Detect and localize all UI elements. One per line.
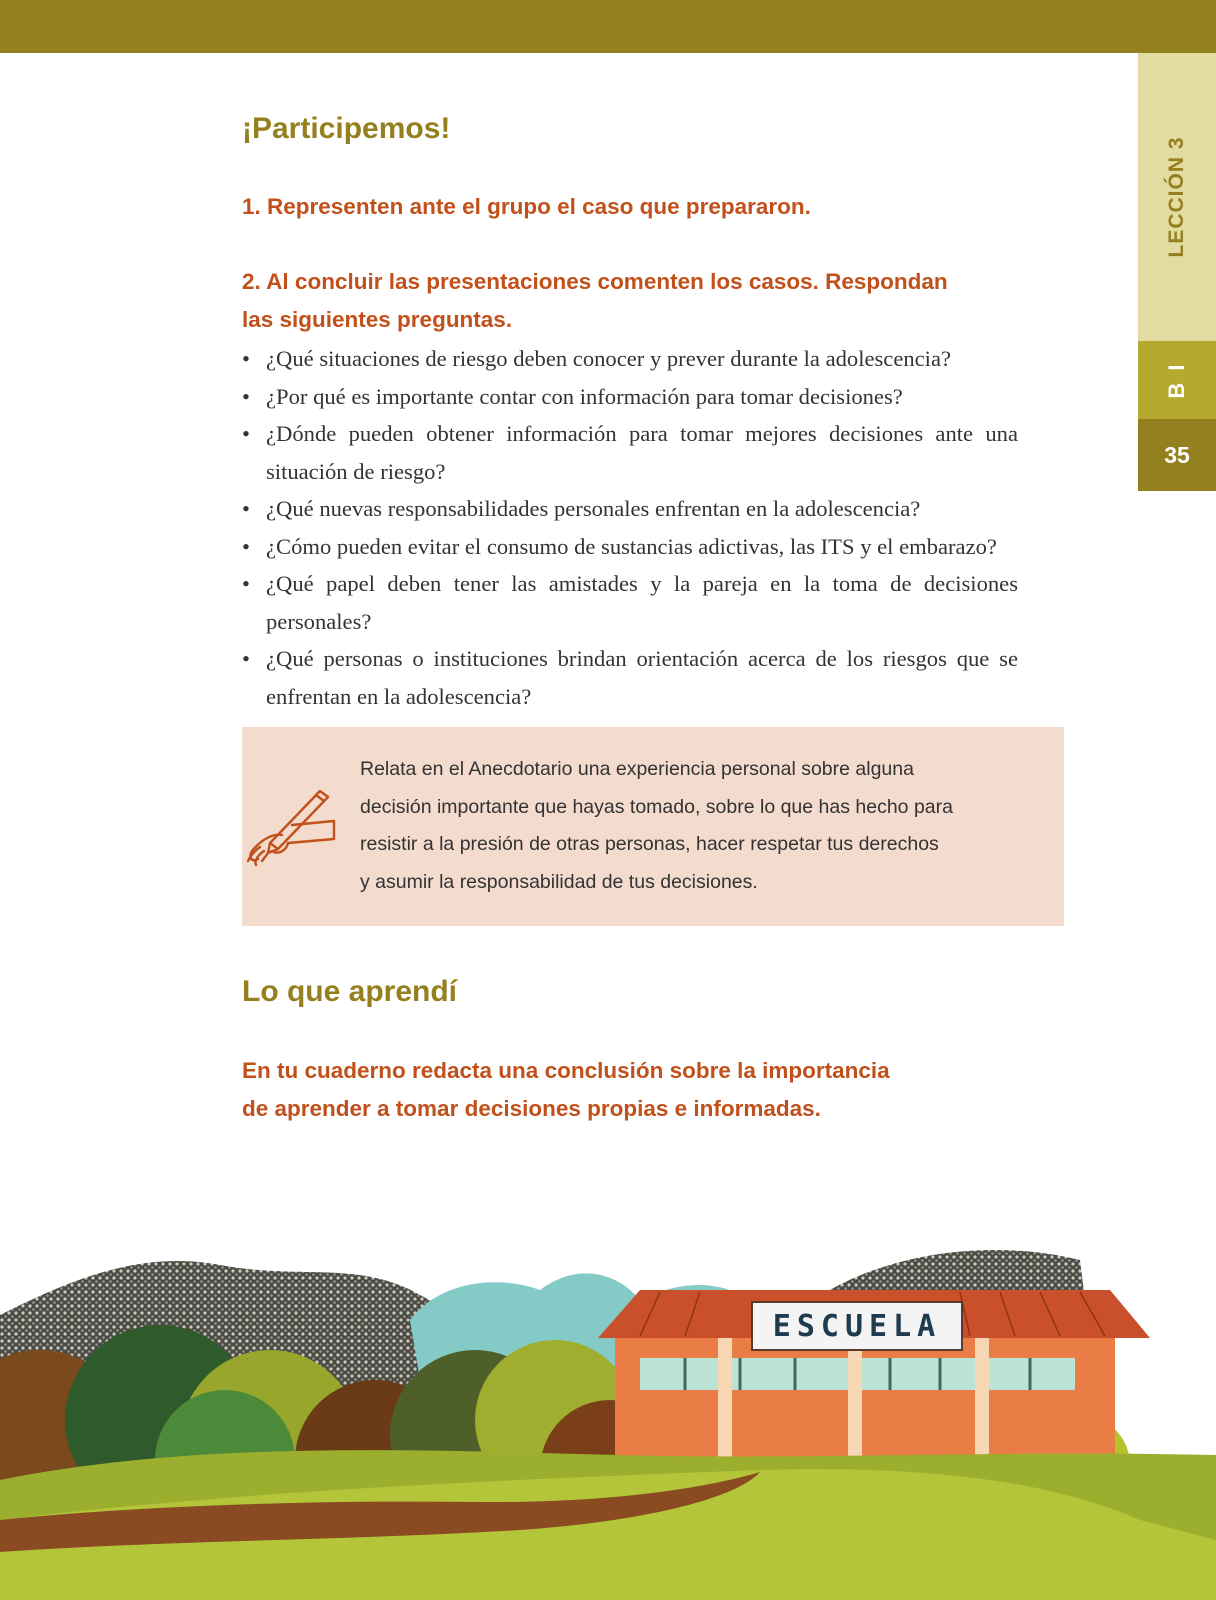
pencil-writing-icon	[242, 785, 338, 871]
note-line3: resistir a la presión de otras personas, hacer respetar tus derechos	[360, 833, 939, 855]
list-item: • ¿Por qué es importante contar con información para tomar decisiones?	[242, 378, 1018, 416]
lo-que-aprendi-heading: Lo que aprendí	[242, 975, 458, 1008]
page-number: 35	[1138, 419, 1216, 491]
list-item: • ¿Qué personas o instituciones brindan orientación acerca de los riesgos que se enfrentan en la adolescencia?	[242, 640, 1018, 715]
note-text	[360, 751, 1040, 901]
conclusion-instruction	[242, 1052, 1022, 1127]
school-sign-text: ESCUELA	[772, 1309, 942, 1344]
school-landscape-illustration	[0, 1220, 1216, 1600]
lesson-tab	[1138, 53, 1216, 341]
question-list	[242, 340, 1018, 715]
participemos-heading: ¡Participemos!	[242, 112, 451, 145]
list-item: • ¿Cómo pueden evitar el consumo de sustancias adictivas, las ITS y el embarazo?	[242, 528, 1018, 566]
note-line2: decisión importante que hayas tomado, sobre lo que has hecho para	[360, 795, 953, 818]
conclusion-line2: de aprender a tomar decisiones propias e informadas.	[242, 1095, 821, 1121]
side-tab	[1138, 53, 1216, 491]
instruction-2-line2: las siguientes preguntas.	[242, 306, 513, 332]
list-item: • ¿Dónde pueden obtener información para tomar mejores decisiones ante una situación de riesgo?	[242, 415, 1018, 490]
list-item: • ¿Qué papel deben tener las amistades y la pareja en la toma de decisiones personales?	[242, 565, 1018, 640]
note-line1: Relata en el Anecdotario una experiencia personal sobre alguna	[360, 758, 914, 780]
lesson-label: LECCIÓN 3	[1165, 136, 1188, 258]
list-item: • ¿Qué situaciones de riesgo deben conocer y prever durante la adolescencia?	[242, 340, 1018, 378]
block-label: B I	[1164, 361, 1189, 399]
list-item: • ¿Qué nuevas responsabilidades personales enfrentan en la adolescencia?	[242, 490, 1018, 528]
instruction-2-line1: 2. Al concluir las presentaciones comenten los casos. Respondan	[242, 269, 948, 294]
block-tab	[1138, 341, 1216, 419]
note-line4: y asumir la responsabilidad de tus decisiones.	[360, 870, 758, 893]
instruction-1: 1. Representen ante el grupo el caso que prepararon.	[242, 194, 811, 219]
top-color-bar	[0, 0, 1216, 53]
anecdotario-note	[242, 727, 1064, 926]
instruction-2	[242, 263, 1022, 338]
conclusion-line1: En tu cuaderno redacta una conclusión sobre la importancia	[242, 1058, 890, 1083]
